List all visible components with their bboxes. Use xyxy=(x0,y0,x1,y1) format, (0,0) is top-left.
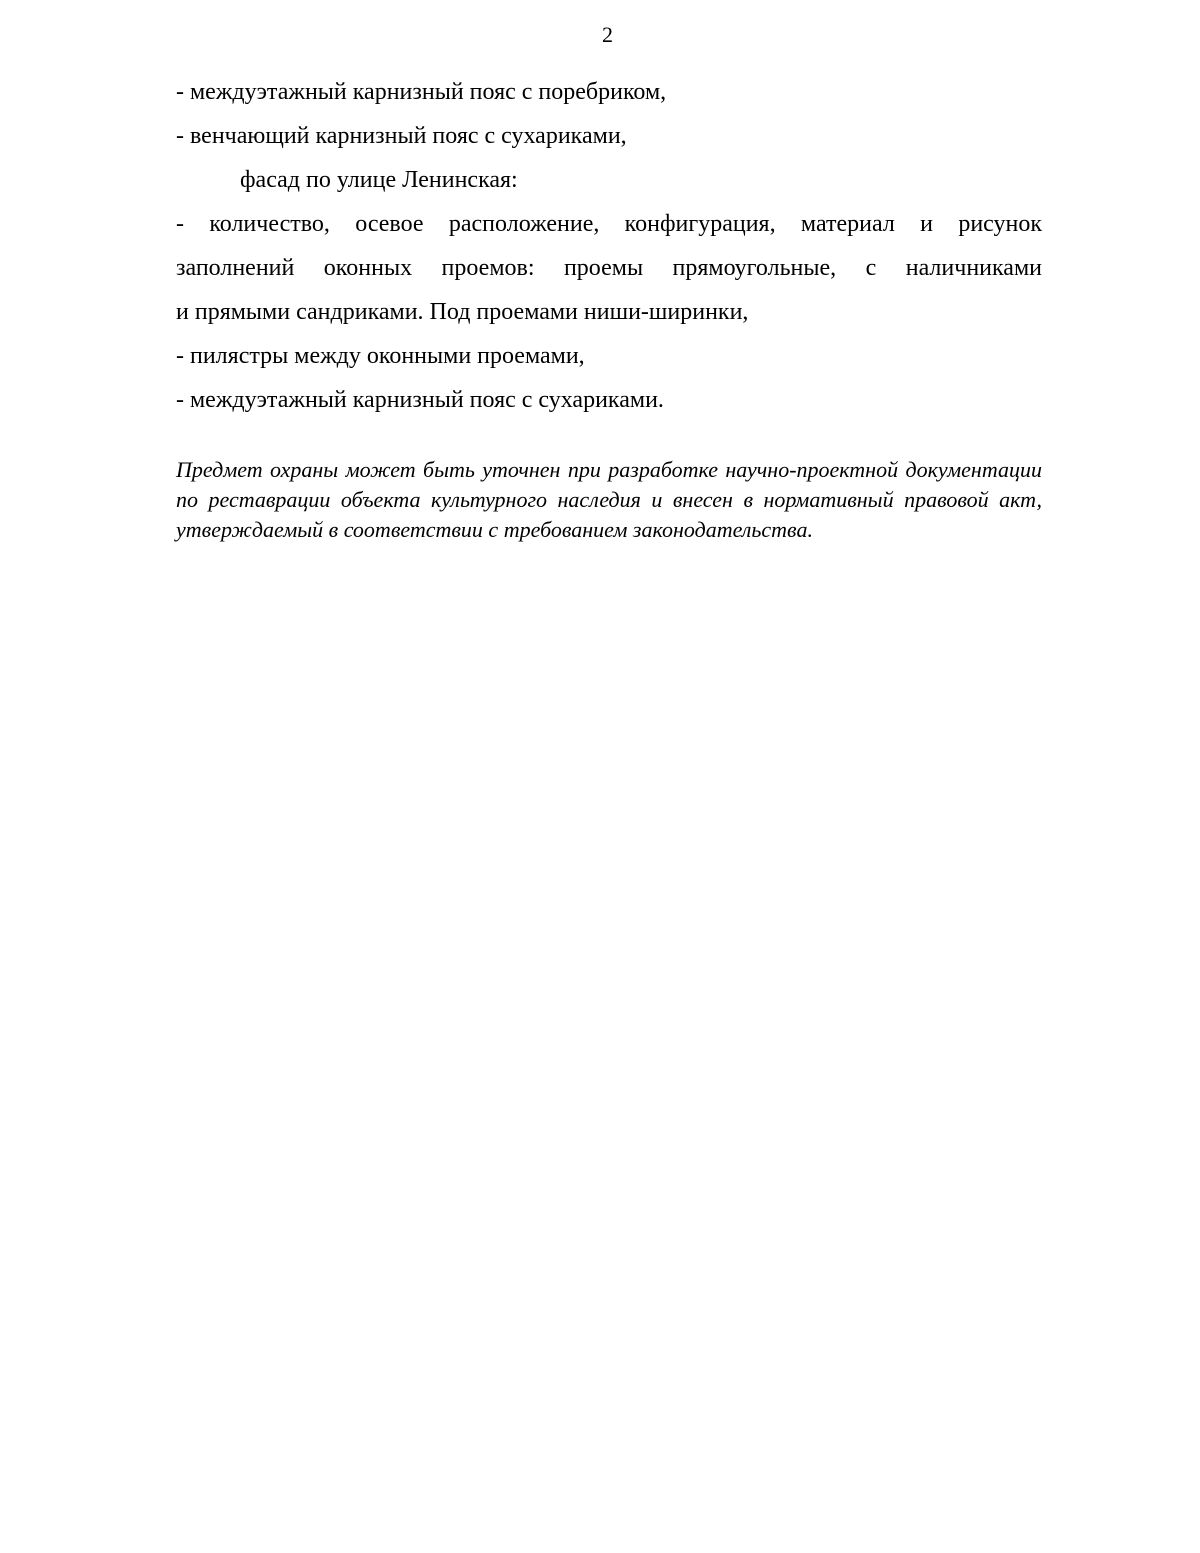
list-item-window-openings-line-1: - количество, осевое расположение, конфигурация, материал и рисунок xyxy=(176,211,1042,237)
facade-heading: фасад по улице Ленинская: xyxy=(240,167,518,193)
document-body xyxy=(176,70,1042,422)
list-item-crowning-cornice: - венчающий карнизный пояс с сухариками, xyxy=(176,123,627,149)
page-number: 2 xyxy=(602,22,613,47)
protection-note: Предмет охраны может быть уточнен при разработке научно-проектной документации по реставрации объекта культурного наследия и внесен в нормативный правовой акт, утверждаемый в соответствии с требованием законодательства. xyxy=(176,457,1042,542)
list-item-window-openings-line-3: и прямыми сандриками. Под проемами ниши-ширинки, xyxy=(176,299,749,325)
list-item-window-openings-line-2: заполнений оконных проемов: проемы прямоугольные, с наличниками xyxy=(176,255,1042,281)
list-item-pilasters: - пилястры между оконными проемами, xyxy=(176,343,585,369)
list-item-cornice-with-border: - междуэтажный карнизный пояс с поребриком, xyxy=(176,79,667,105)
list-item-interfloor-cornice: - междуэтажный карнизный пояс с сухариками. xyxy=(176,387,664,413)
